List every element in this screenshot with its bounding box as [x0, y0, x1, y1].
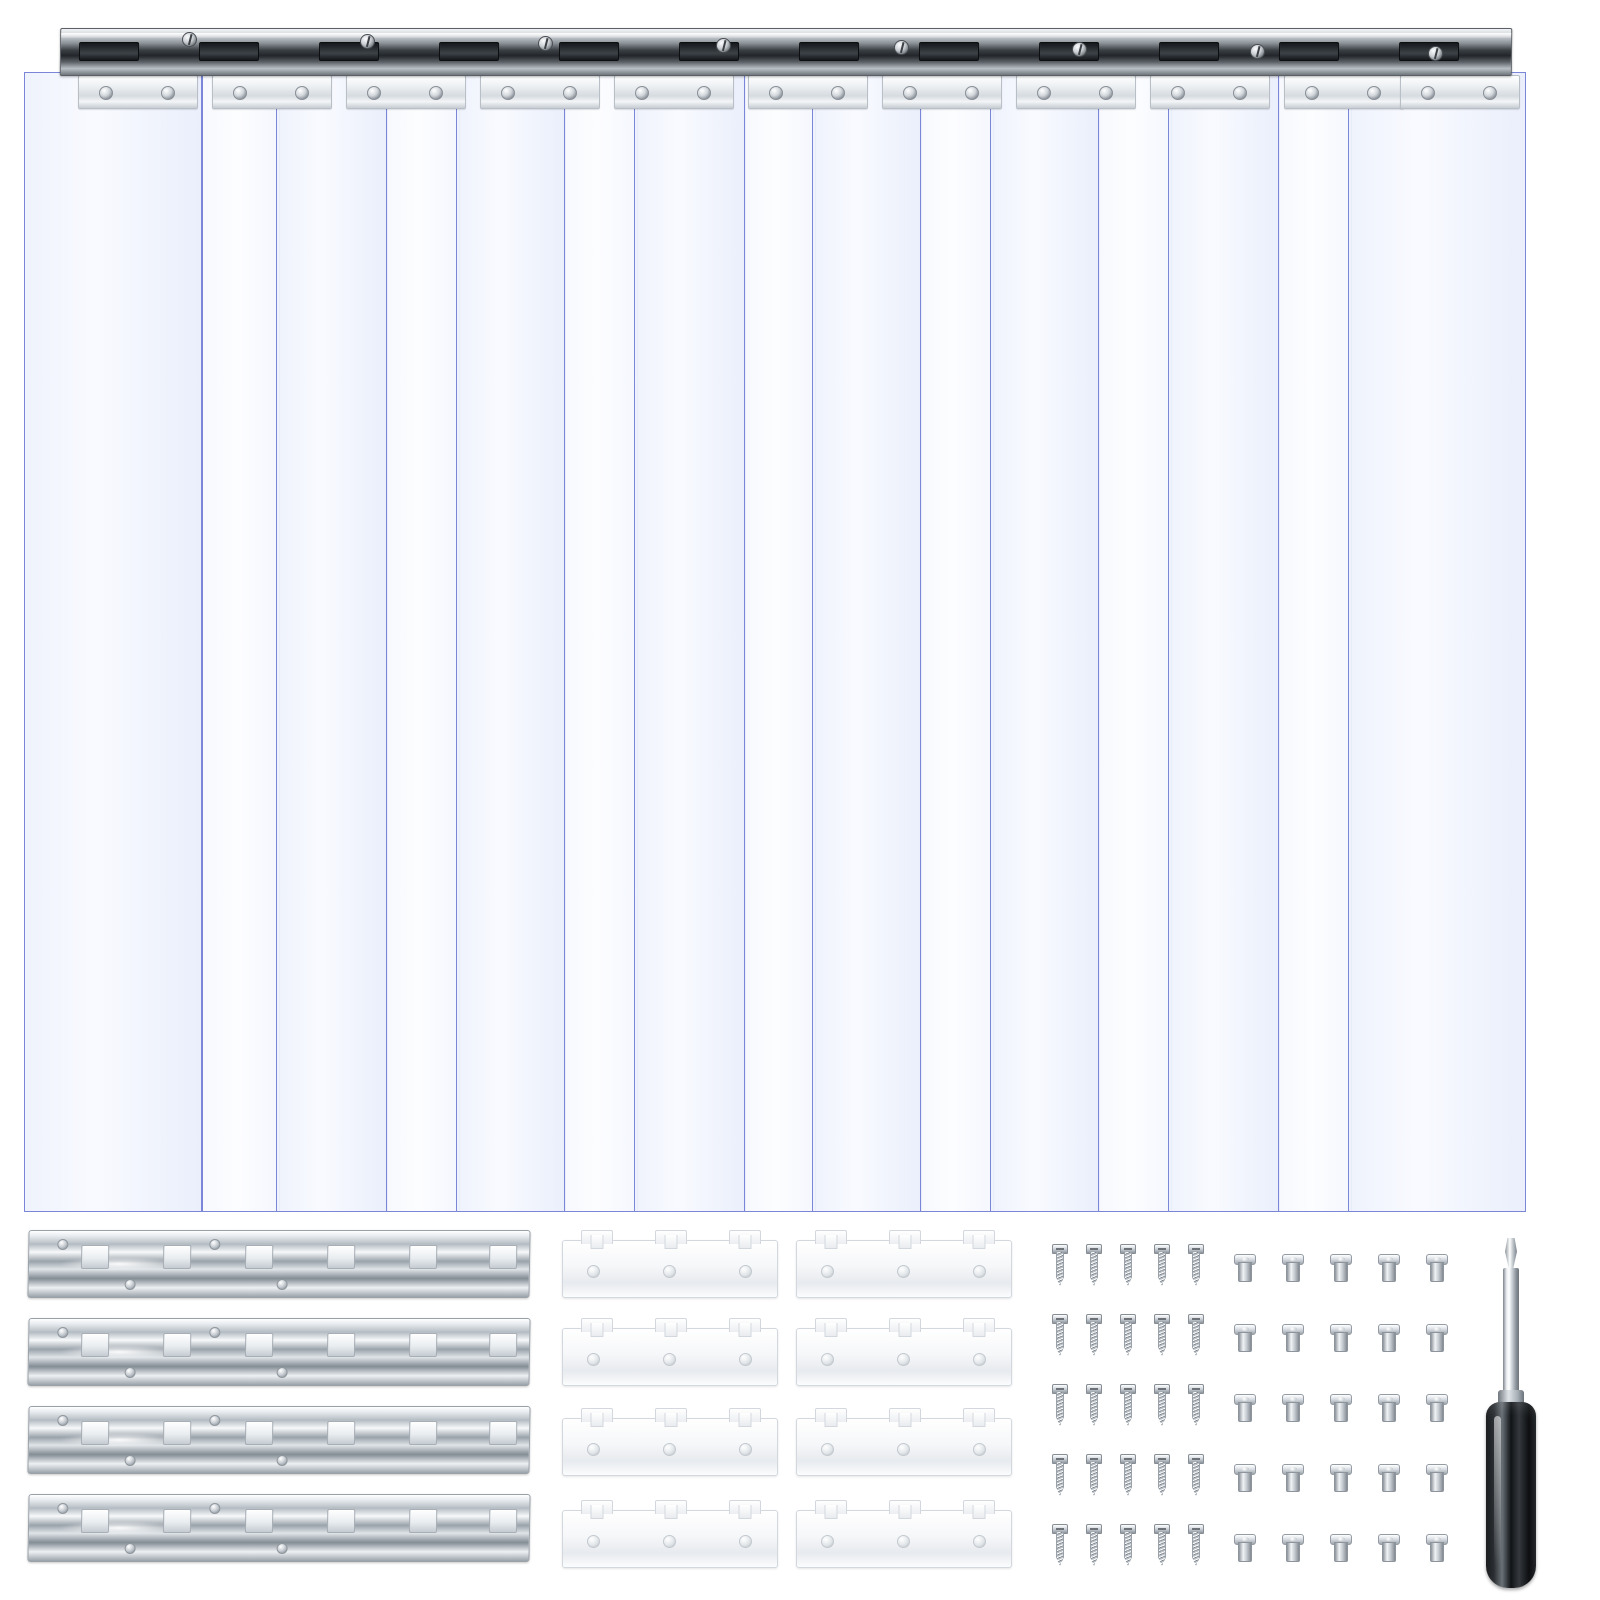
rail-screw-icon	[894, 40, 909, 55]
rail-notch	[245, 1421, 273, 1445]
rail-sheen	[59, 1345, 179, 1359]
clamp-hole	[587, 1535, 600, 1548]
clamp-hole	[739, 1443, 752, 1456]
curtain-strip	[634, 72, 746, 1212]
screw-shank	[1056, 1462, 1064, 1496]
bolt-body	[1238, 1542, 1252, 1562]
rail-rivet	[277, 1367, 288, 1378]
rail-notch	[489, 1509, 517, 1533]
screw-icon	[1052, 1524, 1066, 1566]
rail-rivet	[209, 1239, 220, 1250]
bolt-icon	[1330, 1394, 1350, 1420]
rail-slot	[559, 42, 619, 61]
screw-shank	[1192, 1392, 1200, 1426]
hanger-hole	[1233, 86, 1247, 100]
clamp-hole	[587, 1443, 600, 1456]
clamp-tab	[655, 1500, 687, 1514]
bolt-body	[1430, 1332, 1444, 1352]
screw-icon	[1154, 1314, 1168, 1356]
scene-title	[0, 0, 1, 1]
rail-notch	[81, 1245, 109, 1269]
hanger-plate	[480, 75, 600, 109]
bolt-icon	[1330, 1534, 1350, 1560]
rail-notch	[409, 1333, 437, 1357]
screw-shank	[1124, 1392, 1132, 1426]
hanger-plate	[614, 75, 734, 109]
hanger-plate	[1016, 75, 1136, 109]
rail-screw-icon	[538, 36, 553, 51]
clamp-tab	[889, 1318, 921, 1332]
bolt-icon	[1426, 1394, 1446, 1420]
hanger-hole	[295, 86, 309, 100]
rail-notch	[489, 1245, 517, 1269]
screw-shank	[1124, 1322, 1132, 1356]
pvc-strip-curtain-assembly	[20, 20, 1530, 1210]
clamp-hole	[739, 1535, 752, 1548]
hanger-hole	[233, 86, 247, 100]
plastic-strip-clamp	[562, 1418, 778, 1476]
hanger-plate	[748, 75, 868, 109]
screw-icon	[1086, 1244, 1100, 1286]
screw-shank	[1192, 1462, 1200, 1496]
clamp-tab	[963, 1408, 995, 1422]
curtain-strip	[564, 72, 638, 1212]
hanger-hole	[1367, 86, 1381, 100]
hanger-plate	[212, 75, 332, 109]
bolt-body	[1334, 1262, 1348, 1282]
screw-shank	[1056, 1252, 1064, 1286]
rail-slot	[439, 42, 499, 61]
bolt-body	[1382, 1402, 1396, 1422]
bolt-icon	[1378, 1534, 1398, 1560]
clamp-tab	[963, 1500, 995, 1514]
rail-notch	[81, 1509, 109, 1533]
curtain-strip	[1348, 72, 1526, 1212]
hanger-hole	[429, 86, 443, 100]
rail-notch	[81, 1333, 109, 1357]
rail-slot	[199, 42, 259, 61]
clamp-hole	[739, 1353, 752, 1366]
hanger-hole	[903, 86, 917, 100]
hanger-hole	[831, 86, 845, 100]
hanger-hole	[1421, 86, 1435, 100]
bolt-body	[1286, 1332, 1300, 1352]
rail-rivet	[277, 1279, 288, 1290]
bolt-icon	[1282, 1254, 1302, 1280]
hanger-plate	[1150, 75, 1270, 109]
hanger-hole	[1483, 86, 1497, 100]
rail-notch	[327, 1245, 355, 1269]
rail-rivet	[57, 1327, 68, 1338]
rail-rivet	[209, 1503, 220, 1514]
screw-shank	[1056, 1322, 1064, 1356]
hanger-plate	[346, 75, 466, 109]
clamp-hole	[821, 1535, 834, 1548]
curtain-strip	[24, 72, 202, 1212]
clamp-hole	[973, 1265, 986, 1278]
hanger-hole	[1171, 86, 1185, 100]
bolt-icon	[1426, 1324, 1446, 1350]
hanger-hole	[501, 86, 515, 100]
rail-sheen	[59, 1433, 179, 1447]
clamp-hole	[821, 1353, 834, 1366]
rail-rivet	[57, 1503, 68, 1514]
plastic-strip-clamp	[562, 1328, 778, 1386]
plastic-strip-clamp	[562, 1240, 778, 1298]
metal-mounting-rail	[27, 1406, 530, 1474]
metal-mounting-rail	[27, 1318, 530, 1386]
hanger-hole	[965, 86, 979, 100]
clamp-tab	[963, 1318, 995, 1332]
screwdriver-tip	[1505, 1238, 1517, 1272]
screw-icon	[1086, 1384, 1100, 1426]
clamp-hole	[663, 1353, 676, 1366]
bolt-body	[1238, 1402, 1252, 1422]
screw-icon	[1120, 1314, 1134, 1356]
screw-shank	[1090, 1462, 1098, 1496]
screw-icon	[1086, 1454, 1100, 1496]
clamp-hole	[973, 1535, 986, 1548]
metal-mounting-rail	[27, 1230, 530, 1298]
clamp-tab	[581, 1318, 613, 1332]
plastic-strip-clamp	[796, 1510, 1012, 1568]
rail-rivet	[125, 1279, 136, 1290]
rail-screw-icon	[1250, 44, 1265, 59]
clamp-tab	[581, 1500, 613, 1514]
bolt-icon	[1234, 1254, 1254, 1280]
screw-icon	[1052, 1384, 1066, 1426]
clamp-tab	[963, 1230, 995, 1244]
rail-notch	[163, 1245, 191, 1269]
rail-rivet	[57, 1239, 68, 1250]
bolt-body	[1286, 1262, 1300, 1282]
rail-rivet	[125, 1543, 136, 1554]
plastic-strip-clamp	[796, 1418, 1012, 1476]
mounting-rail	[60, 28, 1513, 76]
rail-slot	[1039, 42, 1099, 61]
included-parts-tray	[0, 1222, 1600, 1600]
screw-icon	[1052, 1244, 1066, 1286]
clamp-hole	[821, 1265, 834, 1278]
clamp-tab	[729, 1408, 761, 1422]
hanger-hole	[635, 86, 649, 100]
rail-rivet	[209, 1327, 220, 1338]
rail-slot	[1279, 42, 1339, 61]
hanger-hole	[697, 86, 711, 100]
screw-shank	[1158, 1322, 1166, 1356]
bolt-body	[1382, 1472, 1396, 1492]
bolt-body	[1430, 1262, 1444, 1282]
bolt-icon	[1378, 1464, 1398, 1490]
screw-shank	[1090, 1532, 1098, 1566]
curtain-strip	[812, 72, 922, 1212]
screwdriver-handle	[1486, 1402, 1536, 1588]
screw-shank	[1124, 1532, 1132, 1566]
hanger-plate	[882, 75, 1002, 109]
screw-icon	[1086, 1314, 1100, 1356]
rail-slot	[1159, 42, 1219, 61]
screw-icon	[1154, 1454, 1168, 1496]
bolt-icon	[1426, 1254, 1446, 1280]
rail-notch	[327, 1333, 355, 1357]
curtain-strip	[920, 72, 994, 1212]
rail-notch	[409, 1421, 437, 1445]
screw-shank	[1090, 1252, 1098, 1286]
bolt-body	[1286, 1542, 1300, 1562]
rail-notch	[409, 1509, 437, 1533]
clamp-tab	[889, 1230, 921, 1244]
bolt-icon	[1234, 1324, 1254, 1350]
clamp-tab	[889, 1408, 921, 1422]
rail-notch	[163, 1509, 191, 1533]
rail-rivet	[277, 1543, 288, 1554]
clamp-hole	[663, 1443, 676, 1456]
screw-shank	[1056, 1532, 1064, 1566]
screw-shank	[1192, 1322, 1200, 1356]
clamp-tab	[729, 1318, 761, 1332]
clamp-hole	[897, 1265, 910, 1278]
curtain-strip	[202, 72, 280, 1212]
hanger-hole	[99, 86, 113, 100]
bolt-icon	[1378, 1394, 1398, 1420]
screw-shank	[1192, 1252, 1200, 1286]
rail-notch	[163, 1333, 191, 1357]
bolt-icon	[1330, 1254, 1350, 1280]
hanger-plate	[1284, 75, 1404, 109]
bolt-icon	[1282, 1324, 1302, 1350]
bolt-body	[1286, 1402, 1300, 1422]
rail-rivet	[125, 1455, 136, 1466]
screw-shank	[1158, 1462, 1166, 1496]
bolt-body	[1334, 1402, 1348, 1422]
hanger-plate-row	[78, 75, 1518, 111]
clamp-hole	[973, 1353, 986, 1366]
curtain-strip	[1168, 72, 1280, 1212]
bolt-icon	[1330, 1324, 1350, 1350]
bolt-body	[1334, 1542, 1348, 1562]
screw-icon	[1188, 1524, 1202, 1566]
clamp-tab	[815, 1318, 847, 1332]
rail-rivet	[125, 1367, 136, 1378]
clamp-tab	[815, 1408, 847, 1422]
rail-sheen	[59, 1257, 179, 1271]
clamp-hole	[897, 1353, 910, 1366]
rail-rivet	[57, 1415, 68, 1426]
curtain-strip	[456, 72, 566, 1212]
hanger-hole	[1099, 86, 1113, 100]
rail-slot	[79, 42, 139, 61]
hanger-hole	[1305, 86, 1319, 100]
rail-highlight	[61, 33, 1511, 38]
clamp-tab	[729, 1500, 761, 1514]
bolt-body	[1238, 1262, 1252, 1282]
curtain-strip	[990, 72, 1100, 1212]
bolt-icon	[1234, 1534, 1254, 1560]
rail-notch	[409, 1245, 437, 1269]
screw-shank	[1158, 1252, 1166, 1286]
screw-shank	[1158, 1532, 1166, 1566]
bolt-body	[1430, 1402, 1444, 1422]
bolt-icon	[1282, 1534, 1302, 1560]
screw-icon	[1052, 1454, 1066, 1496]
bolt-body	[1430, 1542, 1444, 1562]
clamp-tab	[889, 1500, 921, 1514]
clamp-tab	[655, 1408, 687, 1422]
hanger-plate	[78, 75, 198, 109]
bolt-icon	[1378, 1254, 1398, 1280]
bolt-body	[1334, 1332, 1348, 1352]
clamp-tab	[655, 1230, 687, 1244]
clamp-hole	[663, 1535, 676, 1548]
bolt-body	[1430, 1472, 1444, 1492]
plastic-strip-clamp	[796, 1328, 1012, 1386]
screw-icon	[1120, 1524, 1134, 1566]
screw-shank	[1158, 1392, 1166, 1426]
bolt-icon	[1282, 1464, 1302, 1490]
screw-icon	[1188, 1454, 1202, 1496]
rail-screw-icon	[716, 38, 731, 53]
clamp-hole	[587, 1353, 600, 1366]
clamp-tab	[655, 1318, 687, 1332]
curtain-strip	[1278, 72, 1352, 1212]
clamp-hole	[821, 1443, 834, 1456]
clamp-hole	[663, 1265, 676, 1278]
rail-notch	[245, 1509, 273, 1533]
screw-icon	[1188, 1244, 1202, 1286]
hanger-hole	[563, 86, 577, 100]
screw-icon	[1120, 1384, 1134, 1426]
screw-icon	[1188, 1384, 1202, 1426]
rail-screw-icon	[1428, 46, 1443, 61]
hanger-plate	[1400, 75, 1520, 109]
rail-notch	[163, 1421, 191, 1445]
clamp-hole	[897, 1443, 910, 1456]
rail-slot	[799, 42, 859, 61]
metal-mounting-rail	[27, 1494, 530, 1562]
curtain-strip	[386, 72, 460, 1212]
screw-shank	[1124, 1462, 1132, 1496]
screw-icon	[1052, 1314, 1066, 1356]
rail-screw-icon	[360, 34, 375, 49]
hanger-hole	[1037, 86, 1051, 100]
bolt-icon	[1282, 1394, 1302, 1420]
rail-notch	[245, 1245, 273, 1269]
screwdriver-shaft	[1503, 1268, 1519, 1396]
screw-icon	[1154, 1524, 1168, 1566]
rail-notch	[327, 1421, 355, 1445]
bolt-body	[1238, 1332, 1252, 1352]
bolt-body	[1382, 1542, 1396, 1562]
screw-icon	[1154, 1244, 1168, 1286]
clamp-tab	[581, 1408, 613, 1422]
clamp-hole	[739, 1265, 752, 1278]
bolt-icon	[1426, 1464, 1446, 1490]
clamp-tab	[729, 1230, 761, 1244]
screw-icon	[1154, 1384, 1168, 1426]
bolt-icon	[1330, 1464, 1350, 1490]
rail-slot	[919, 42, 979, 61]
hanger-hole	[769, 86, 783, 100]
plastic-strip-clamp	[562, 1510, 778, 1568]
screw-icon	[1120, 1454, 1134, 1496]
screw-shank	[1090, 1322, 1098, 1356]
bolt-icon	[1426, 1534, 1446, 1560]
rail-notch	[81, 1421, 109, 1445]
hanger-hole	[161, 86, 175, 100]
curtain-strip	[744, 72, 816, 1212]
screw-shank	[1124, 1252, 1132, 1286]
clamp-hole	[973, 1443, 986, 1456]
bolt-body	[1382, 1262, 1396, 1282]
bolt-icon	[1378, 1324, 1398, 1350]
rail-screw-icon	[1072, 42, 1087, 57]
rail-notch	[245, 1333, 273, 1357]
screw-shank	[1192, 1532, 1200, 1566]
clamp-tab	[815, 1500, 847, 1514]
plastic-strip-clamp	[796, 1240, 1012, 1298]
rail-sheen	[59, 1521, 179, 1535]
curtain-strip	[276, 72, 388, 1212]
screwdriver-icon	[1478, 1238, 1544, 1588]
rail-rivet	[209, 1415, 220, 1426]
hanger-hole	[367, 86, 381, 100]
bolt-body	[1238, 1472, 1252, 1492]
clamp-hole	[587, 1265, 600, 1278]
rail-notch	[327, 1509, 355, 1533]
clamp-hole	[897, 1535, 910, 1548]
screw-shank	[1090, 1392, 1098, 1426]
rail-notch	[489, 1333, 517, 1357]
rail-screw-icon	[182, 32, 197, 47]
screw-icon	[1086, 1524, 1100, 1566]
clamp-tab	[815, 1230, 847, 1244]
bolt-icon	[1234, 1464, 1254, 1490]
curtain-strip	[1098, 72, 1172, 1212]
bolt-body	[1286, 1472, 1300, 1492]
curtain-label	[20, 20, 21, 21]
clamp-tab	[581, 1230, 613, 1244]
bolt-body	[1382, 1332, 1396, 1352]
bolt-icon	[1234, 1394, 1254, 1420]
rail-notch	[489, 1421, 517, 1445]
bolt-body	[1334, 1472, 1348, 1492]
screw-icon	[1120, 1244, 1134, 1286]
rail-rivet	[277, 1455, 288, 1466]
screw-icon	[1188, 1314, 1202, 1356]
screw-shank	[1056, 1392, 1064, 1426]
